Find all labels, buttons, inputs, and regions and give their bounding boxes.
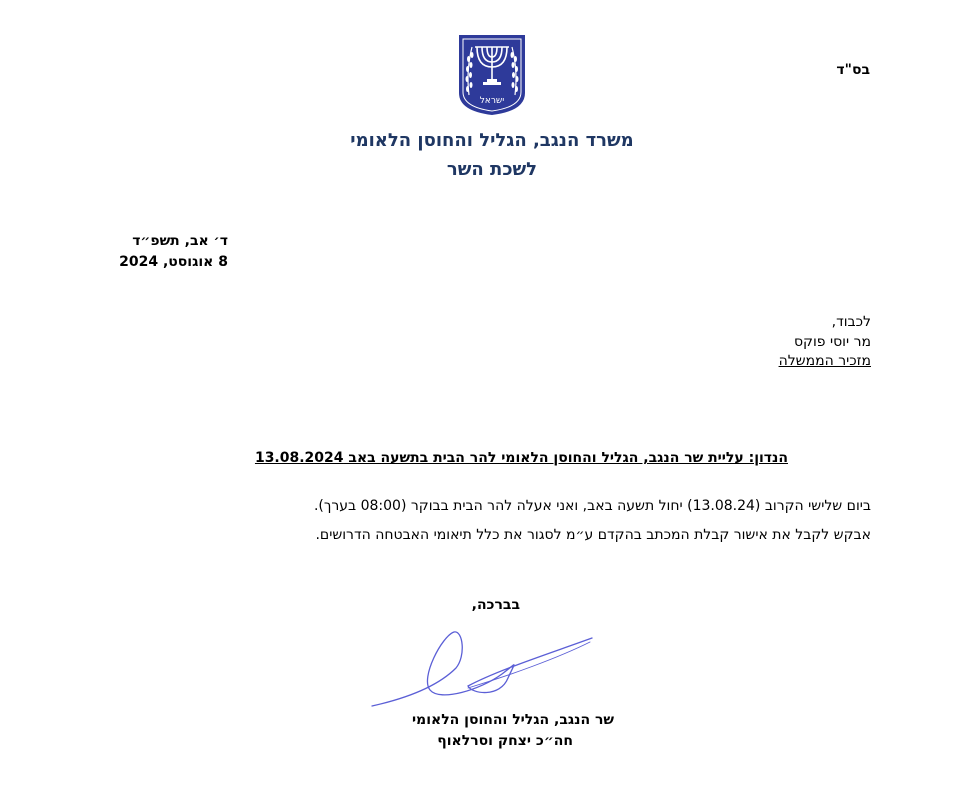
state-emblem-icon <box>457 33 527 117</box>
emblem-text: ישראל <box>479 96 505 106</box>
body-paragraph: ביום שלישי הקרוב (13.08.24) יחול תשעה באב, ואני אעלה להר הבית בבוקר (08:00 בערך). <box>313 498 871 514</box>
subject-line: הנדון: עליית שר הנגב, הגליל והחוסן הלאומי להר הבית בתשעה באב 13.08.2024 <box>254 450 788 466</box>
recipient-name: מר יוסי פוקס <box>793 334 871 350</box>
body-paragraph: אבקש לקבל את אישור קבלת המכתב בהקדם ע״מ לסגור את כלל תיאומי האבטחה הדרושים. <box>315 527 871 543</box>
recipient-title: מזכיר הממשלה <box>778 353 871 369</box>
signer-title: שר הנגב, הגליל והחוסן הלאומי <box>411 712 614 728</box>
closing-text: בברכה, <box>471 597 520 613</box>
gregorian-date: 8 אוגוסט, 2024 <box>119 254 228 270</box>
signer-name: חה״כ יצחק וסרלאוף <box>437 733 573 749</box>
office-title: לשכת השר <box>446 159 538 180</box>
ministry-title: משרד הנגב, הגליל והחוסן הלאומי <box>350 130 634 151</box>
recipient-salutation: לכבוד, <box>831 314 871 330</box>
bsd-mark: בס"ד <box>836 62 870 78</box>
hebrew-date: ד׳ אב, תשפ״ד <box>132 233 228 249</box>
signature-icon <box>368 628 596 710</box>
